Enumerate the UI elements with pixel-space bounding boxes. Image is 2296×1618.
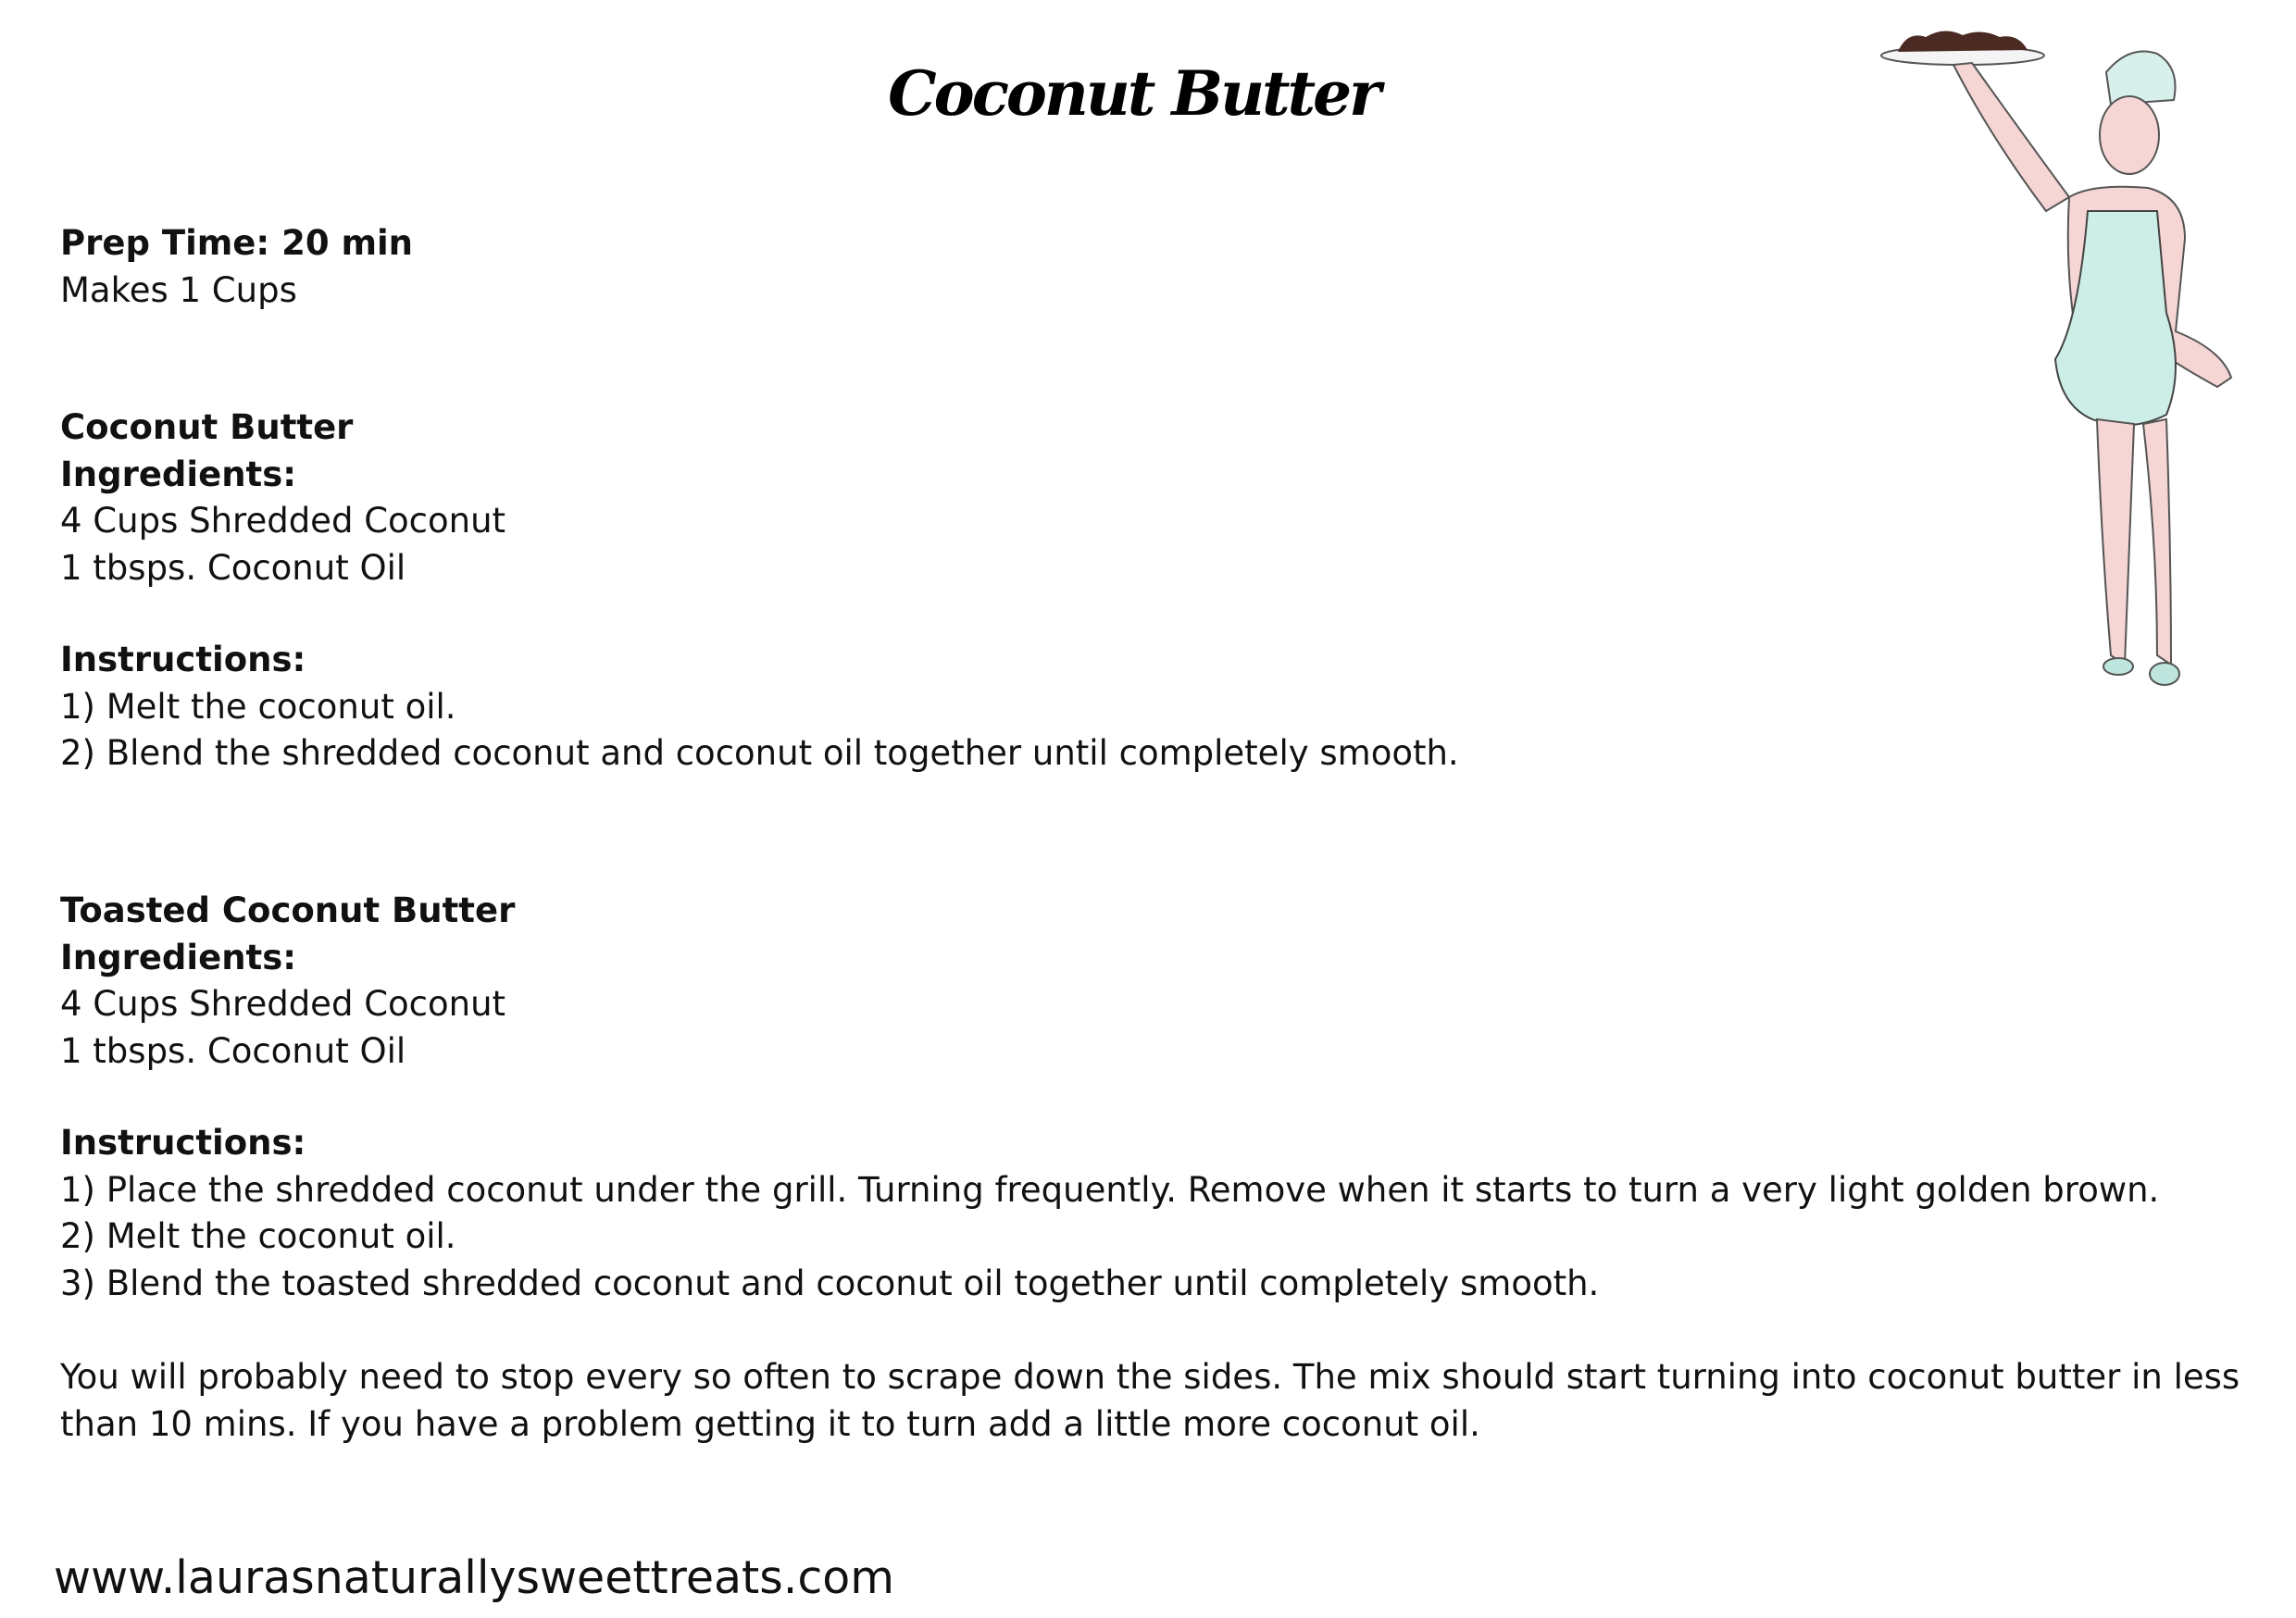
- recipe-1-instructions: [60, 637, 1459, 778]
- ingredient-item: 1 tbsps. Coconut Oil: [60, 547, 406, 588]
- ingredient-item: 1 tbsps. Coconut Oil: [60, 1030, 406, 1071]
- prep-info: [60, 220, 413, 314]
- yield: Makes 1 Cups: [60, 269, 297, 310]
- recipe-name: Coconut Butter: [60, 407, 354, 447]
- waitress-illustration: [1879, 26, 2268, 702]
- instruction-step: 2) Melt the coconut oil.: [60, 1216, 456, 1257]
- recipe-name: Toasted Coconut Butter: [60, 890, 516, 930]
- recipe-1-ingredients: [60, 404, 505, 591]
- ingredient-item: 4 Cups Shredded Coconut: [60, 501, 506, 541]
- instructions-heading: Instructions:: [60, 1123, 306, 1163]
- recipe-2-ingredients: [60, 888, 515, 1075]
- note-line: than 10 mins. If you have a problem getting it to turn add a little more coconut oil.: [60, 1403, 1480, 1444]
- ingredients-heading: Ingredients:: [60, 454, 297, 494]
- recipe-note: [60, 1354, 2240, 1448]
- chef-hat-icon: [2106, 52, 2176, 106]
- instruction-step: 3) Blend the toasted shredded coconut and coconut oil together until completely smooth.: [60, 1263, 1600, 1303]
- instruction-step: 1) Melt the coconut oil.: [60, 686, 456, 727]
- ingredient-item: 4 Cups Shredded Coconut: [60, 984, 506, 1025]
- recipe-title: Coconut Butter: [888, 57, 1379, 130]
- prep-time: Prep Time: 20 min: [60, 223, 414, 263]
- instruction-step: 2) Blend the shredded coconut and coconut oil together until completely smooth.: [60, 733, 1459, 774]
- website-link[interactable]: www.laurasnaturallysweettreats.com: [54, 1551, 894, 1604]
- recipe-2-instructions: [60, 1120, 2159, 1307]
- note-line: You will probably need to stop every so often to scrape down the sides. The mix should start turning into coconut butter in less: [60, 1357, 2240, 1397]
- instructions-heading: Instructions:: [60, 640, 306, 679]
- brownies-icon: [1898, 31, 2028, 52]
- ingredients-heading: Ingredients:: [60, 937, 297, 977]
- instruction-step: 1) Place the shredded coconut under the grill. Turning frequently. Remove when it starts to turn a very light golden brown.: [60, 1169, 2160, 1210]
